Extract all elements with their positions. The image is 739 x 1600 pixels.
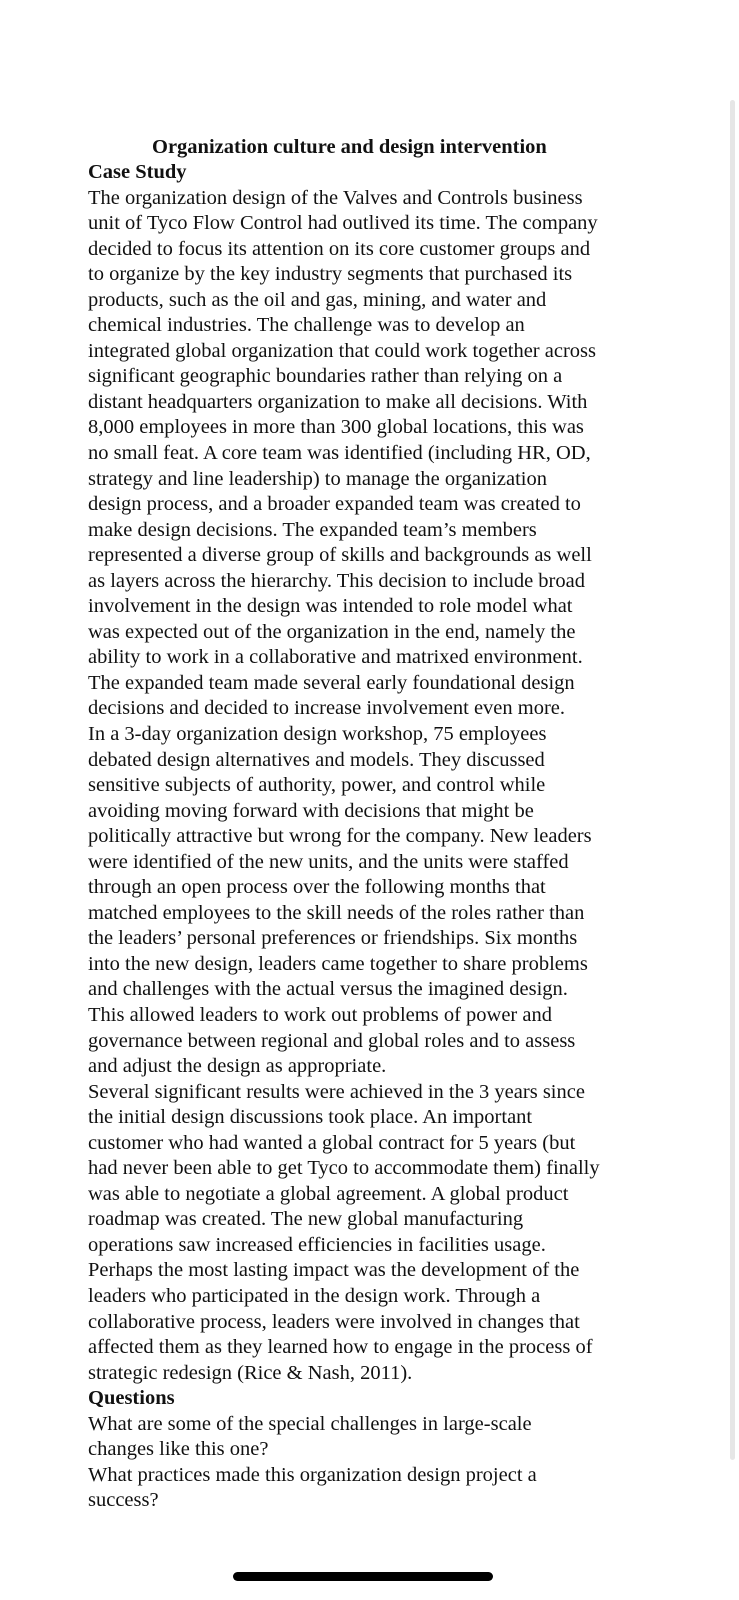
home-indicator[interactable]	[233, 1572, 493, 1581]
case-study-line: This allowed leaders to work out problems of power and	[88, 1004, 552, 1026]
case-study-line: products, such as the oil and gas, mining, and water and	[88, 288, 547, 311]
case-study-line: to organize by the key industry segments that purchased its	[88, 263, 573, 286]
case-study-line: the initial design discussions took place. An important	[88, 1106, 533, 1129]
case-study-line: In a 3-day organization design workshop, 75 employees	[88, 722, 547, 745]
question-line: success?	[88, 1489, 159, 1512]
case-study-line: significant geographic boundaries rather than relying on a	[88, 365, 563, 388]
case-study-line: make design decisions. The expanded team’s members	[88, 518, 537, 541]
document-title: Organization culture and design intervention	[152, 136, 547, 158]
case-study-line: represented a diverse group of skills and backgrounds as well	[88, 544, 592, 567]
case-study-line: collaborative process, leaders were involved in changes that	[88, 1310, 580, 1333]
case-study-line: governance between regional and global roles and to assess	[88, 1029, 576, 1052]
case-study-line: strategic redesign (Rice & Nash, 2011).	[88, 1361, 413, 1384]
scrollbar[interactable]	[730, 100, 735, 1460]
case-study-line: the leaders’ personal preferences or friendships. Six months	[88, 927, 578, 950]
case-study-line: leaders who participated in the design work. Through a	[88, 1285, 541, 1308]
case-study-line: Several significant results were achieved in the 3 years since	[88, 1080, 585, 1103]
case-study-line: roadmap was created. The new global manufacturing	[88, 1208, 524, 1231]
case-study-line: distant headquarters organization to make all decisions. With	[88, 390, 588, 413]
case-study-line: were identified of the new units, and the units were staffed	[88, 850, 569, 873]
case-study-line: Perhaps the most lasting impact was the development of the	[88, 1259, 580, 1282]
case-study-line: chemical industries. The challenge was to develop an	[88, 314, 525, 337]
case-study-line: decisions and decided to increase involvement even more.	[88, 697, 566, 720]
case-study-line: 8,000 employees in more than 300 global locations, this was	[88, 416, 584, 439]
case-study-line: matched employees to the skill needs of the roles rather than	[88, 901, 585, 924]
case-study-line: ability to work in a collaborative and matrixed environment.	[88, 646, 583, 669]
case-study-line: sensitive subjects of authority, power, and control while	[88, 774, 546, 797]
case-study-line: avoiding moving forward with decisions that might be	[88, 799, 534, 822]
case-study-line: operations saw increased efficiencies in facilities usage.	[88, 1233, 546, 1256]
case-study-line: The organization design of the Valves and Controls business	[88, 186, 583, 209]
case-study-line: was expected out of the organization in the end, namely the	[88, 620, 576, 643]
case-study-line: customer who had wanted a global contract for 5 years (but	[88, 1131, 576, 1154]
questions-heading: Questions	[88, 1387, 175, 1410]
case-study-line: integrated global organization that could work together across	[88, 339, 596, 362]
case-study-line: decided to focus its attention on its core customer groups and	[88, 237, 591, 260]
document-content	[88, 134, 648, 1514]
question-line: What are some of the special challenges in large-scale	[88, 1412, 532, 1435]
case-study-heading: Case Study	[88, 161, 187, 183]
case-study-line: and challenges with the actual versus the imagined design.	[88, 978, 568, 1001]
case-study-line: and adjust the design as appropriate.	[88, 1055, 387, 1078]
case-study-line: unit of Tyco Flow Control had outlived its time. The company	[88, 212, 598, 235]
case-study-line: politically attractive but wrong for the company. New leaders	[88, 825, 592, 848]
case-study-line: no small feat. A core team was identified (including HR, OD,	[88, 441, 591, 464]
case-study-line: design process, and a broader expanded team was created to	[88, 493, 581, 516]
case-study-line: involvement in the design was intended to role model what	[88, 595, 573, 618]
case-study-line: was able to negotiate a global agreement. A global product	[88, 1182, 569, 1205]
case-study-body	[88, 186, 648, 1387]
question-line: What practices made this organization design project a	[88, 1463, 537, 1486]
questions-body	[88, 1412, 648, 1514]
case-study-line: The expanded team made several early foundational design	[88, 671, 575, 694]
case-study-line: debated design alternatives and models. They discussed	[88, 748, 545, 771]
case-study-line: had never been able to get Tyco to accommodate them) finally	[88, 1157, 600, 1180]
case-study-line: through an open process over the following months that	[88, 876, 546, 899]
case-study-line: into the new design, leaders came together to share problems	[88, 952, 588, 975]
case-study-line: strategy and line leadership) to manage the organization	[88, 467, 547, 490]
case-study-line: as layers across the hierarchy. This decision to include broad	[88, 569, 585, 592]
case-study-line: affected them as they learned how to engage in the process of	[88, 1336, 593, 1359]
question-line: changes like this one?	[88, 1438, 269, 1461]
